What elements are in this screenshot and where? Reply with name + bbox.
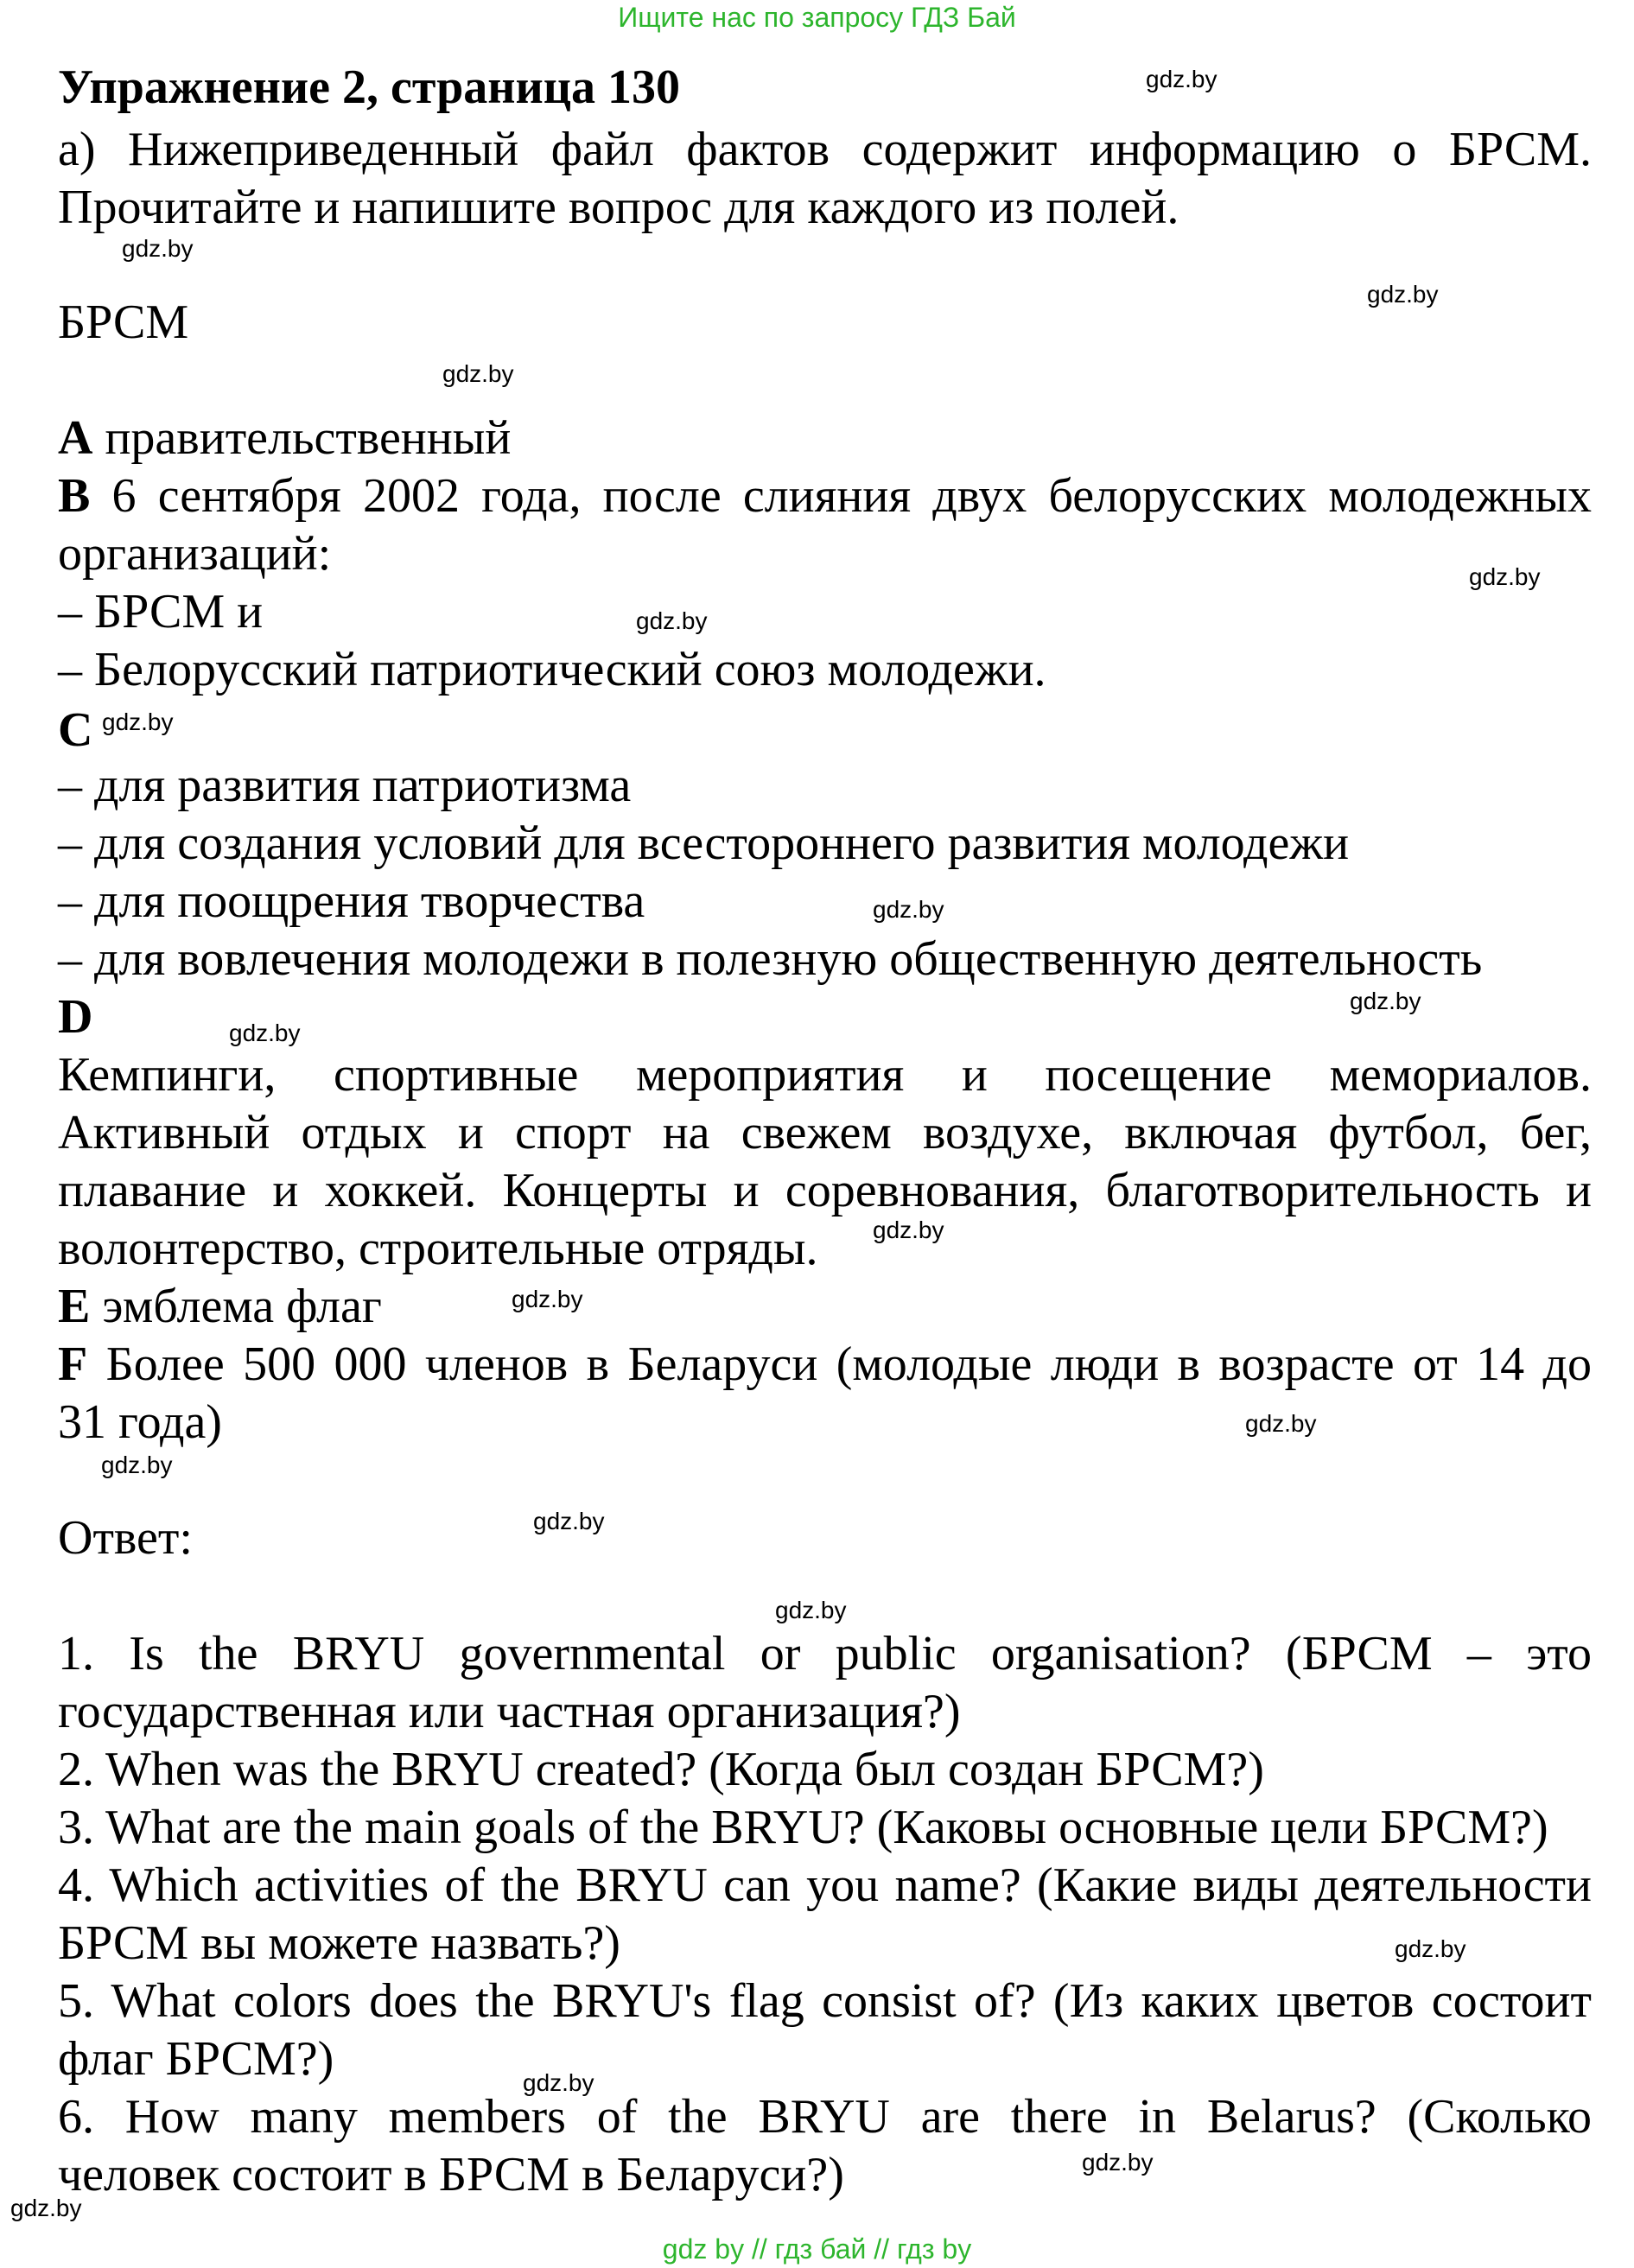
field-d-line-4: волонтерство, строительные отряды. [58,1222,818,1275]
watermark: gdz.by [1395,1935,1466,1962]
answer-line: 2. When was the BRYU created? (Когда был создан БРСМ?) [58,1743,1264,1796]
watermark: gdz.by [873,1217,944,1243]
field-c-item-2: – для создания условий для всестороннего развития молодежи [58,816,1350,870]
watermark: gdz.by [1245,1410,1317,1437]
field-f-line-1: F Более 500 000 членов в Беларуси (молодые люди в возрасте от 14 до [58,1337,1592,1391]
field-a-text: правительственный [92,411,512,465]
field-d-line-2: Активный отдых и спорт на свежем воздухе, включая футбол, бег, [58,1106,1592,1159]
watermark: gdz.by [1350,988,1421,1014]
watermark: gdz.by [442,360,514,387]
field-c-letter: C [58,703,93,757]
bottom-banner[interactable]: gdz by // гдз бай // гдз by [662,2233,972,2265]
answer-line: 4. Which activities of the BRYU can you name? (Какие виды деятельности [58,1858,1592,1912]
field-a [58,410,511,467]
answer-line: 3. What are the main goals of the BRYU? (Каковы основные цели БРСМ?) [58,1801,1548,1854]
field-c-item-4: – для вовлечения молодежи в полезную общественную деятельность [58,932,1483,986]
watermark: gdz.by [523,2069,594,2096]
field-b-item-2: – Белорусский патриотический союз молодежи. [58,643,1046,696]
watermark: gdz.by [636,607,708,634]
watermark: gdz.by [229,1020,301,1046]
field-e-letter: E [58,1280,91,1333]
answer-line: 5. What colors does the BRYU's flag consist of? (Из каких цветов состоит [58,1974,1592,2028]
watermark: gdz.by [10,2195,82,2221]
field-c-item-3: – для поощрения творчества [58,874,645,928]
field-b-line-2: организаций: [58,527,332,581]
field-b-item-1: – БРСМ и [58,585,264,638]
watermark: gdz.by [512,1286,583,1312]
answer-line: флаг БРСМ?) [58,2032,334,2086]
field-b-letter: B [58,469,91,523]
field-d-letter: D [58,990,93,1044]
watermark: gdz.by [775,1597,847,1623]
answer-line: 6. How many members of the BRYU are there in Belarus? (Сколько [58,2090,1592,2144]
task-line-1: а) Нижеприведенный файл фактов содержит информацию о БРСМ. [58,123,1592,176]
watermark: gdz.by [101,1452,173,1478]
watermark: gdz.by [533,1508,605,1534]
answer-line: человек состоит в БРСМ в Беларуси?) [58,2148,844,2201]
task-line-2: Прочитайте и напишите вопрос для каждого из полей. [58,181,1179,234]
field-f-letter: F [58,1337,88,1391]
watermark: gdz.by [1367,281,1439,308]
top-banner[interactable]: Ищите нас по запросу ГДЗ Бай [618,2,1016,33]
field-c-item-1: – для развития патриотизма [58,759,632,812]
watermark: gdz.by [1146,66,1218,92]
page-title: Упражнение 2, страница 130 [58,60,681,114]
watermark: gdz.by [122,235,194,262]
watermark: gdz.by [102,708,174,735]
watermark: gdz.by [873,896,944,923]
watermark: gdz.by [1082,2149,1154,2176]
field-a-letter: A [58,411,93,465]
watermark: gdz.by [1469,563,1541,590]
field-f-line-2: 31 года) [58,1395,222,1449]
field-d-line-3: плавание и хоккей. Концерты и соревнования, благотворительность и [58,1164,1592,1217]
field-b-line-1: B 6 сентября 2002 года, после слияния двух белорусских молодежных [58,469,1592,523]
answer-line: 1. Is the BRYU governmental or public organisation? (БРСМ – это [58,1627,1592,1680]
answer-line: государственная или частная организация?) [58,1685,961,1738]
fact-file-heading: БРСМ [58,295,189,349]
field-e-text: эмблема флаг [90,1280,382,1333]
field-d-line-1: Кемпинги, спортивные мероприятия и посещение мемориалов. [58,1048,1592,1102]
answer-label: Ответ: [58,1511,193,1565]
answer-line: БРСМ вы можете назвать?) [58,1916,620,1970]
field-e [58,1278,382,1336]
